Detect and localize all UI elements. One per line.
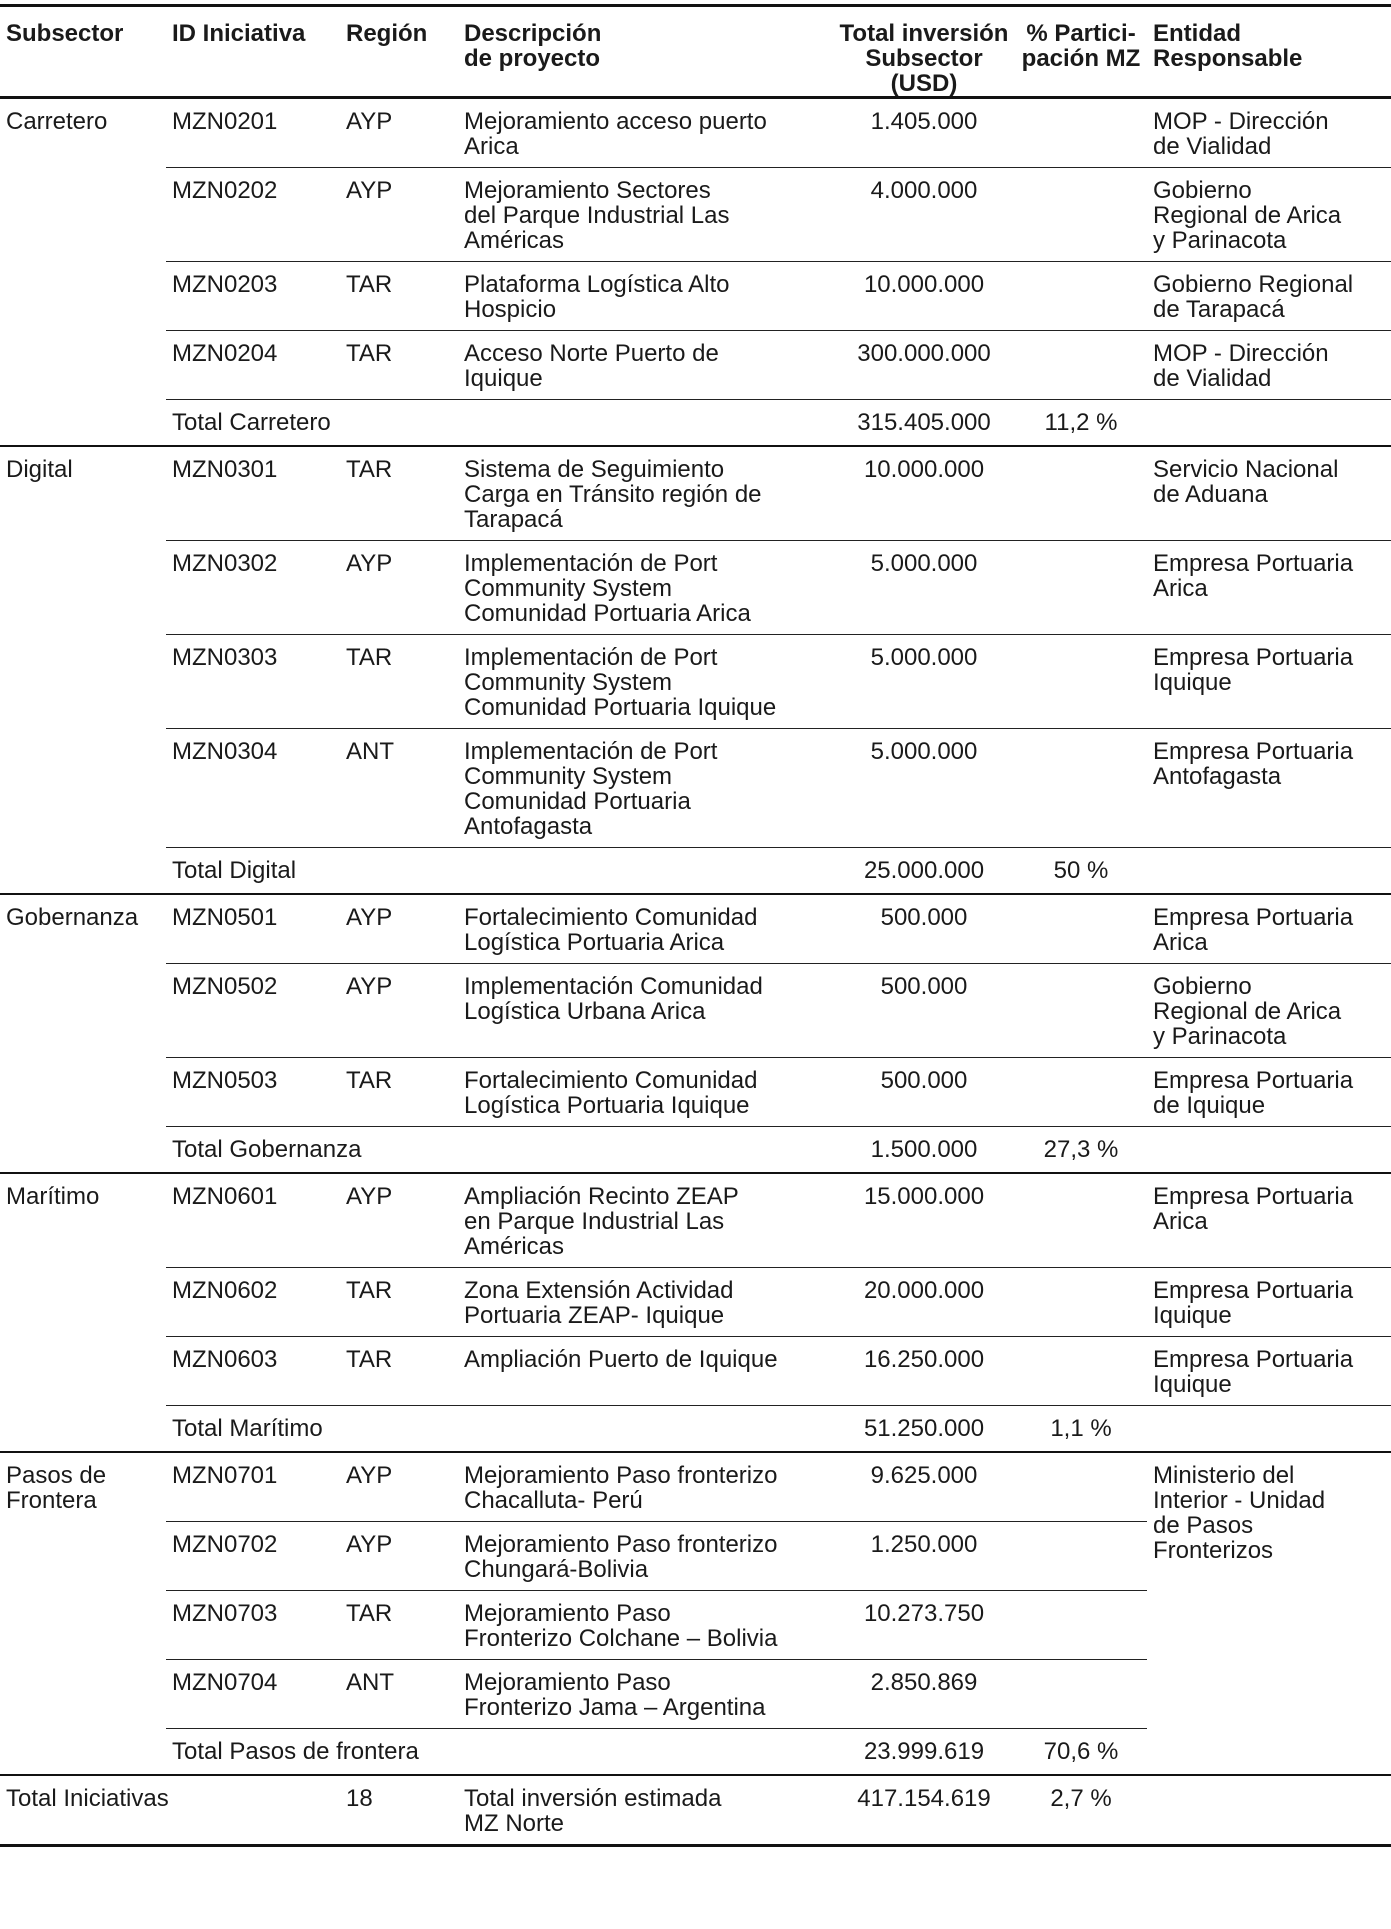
subsector-cell: Pasos de Frontera — [0, 1452, 166, 1775]
investment-cell: 4.000.000 — [833, 168, 1013, 262]
description-cell: Ampliación Recinto ZEAP en Parque Industrial Las Américas — [458, 1173, 833, 1268]
id-cell: MZN0301 — [166, 446, 340, 541]
subtotal-label: Total Gobernanza — [166, 1127, 833, 1174]
investment-cell: 10.000.000 — [833, 262, 1013, 331]
investment-cell: 10.000.000 — [833, 446, 1013, 541]
table-row — [0, 964, 1391, 1058]
subtotal-pct: 11,2 % — [1013, 400, 1147, 447]
description-cell: Ampliación Puerto de Iquique — [458, 1337, 833, 1406]
table-row — [0, 1268, 1391, 1337]
subtotal-pct: 50 % — [1013, 848, 1147, 895]
subtotal-label: Total Digital — [166, 848, 833, 895]
subtotal-entity — [1147, 400, 1391, 447]
investment-cell: 15.000.000 — [833, 1173, 1013, 1268]
pct-cell — [1013, 1268, 1147, 1337]
region-cell: TAR — [340, 262, 458, 331]
pct-cell — [1013, 1452, 1147, 1522]
subsector-cell: Digital — [0, 446, 166, 894]
subsector-cell: Gobernanza — [0, 894, 166, 1173]
subtotal-pct: 27,3 % — [1013, 1127, 1147, 1174]
id-cell: MZN0302 — [166, 541, 340, 635]
description-cell: Implementación de Port Community System Comunidad Portuaria Antofagasta — [458, 729, 833, 848]
subtotal-label: Total Marítimo — [166, 1406, 833, 1453]
description-cell: Mejoramiento Sectores del Parque Industrial Las Américas — [458, 168, 833, 262]
col-header-inversion: Total inversión Subsector (USD) — [833, 6, 1013, 98]
region-cell: TAR — [340, 446, 458, 541]
pct-cell — [1013, 1660, 1147, 1729]
region-cell: TAR — [340, 1591, 458, 1660]
investment-cell: 9.625.000 — [833, 1452, 1013, 1522]
subsector-cell: Carretero — [0, 98, 166, 447]
entity-cell: MOP - Dirección de Vialidad — [1147, 98, 1391, 168]
investment-cell: 1.405.000 — [833, 98, 1013, 168]
entity-cell: Empresa Portuaria de Iquique — [1147, 1058, 1391, 1127]
grand-total-count: 18 — [340, 1775, 458, 1846]
id-cell: MZN0502 — [166, 964, 340, 1058]
description-cell: Implementación de Port Community System Comunidad Portuaria Arica — [458, 541, 833, 635]
entity-cell: Gobierno Regional de Arica y Parinacota — [1147, 168, 1391, 262]
table-row — [0, 1452, 1391, 1522]
pct-cell — [1013, 1522, 1147, 1591]
table-row — [0, 541, 1391, 635]
id-cell: MZN0603 — [166, 1337, 340, 1406]
entity-cell: Empresa Portuaria Arica — [1147, 894, 1391, 964]
region-cell: AYP — [340, 541, 458, 635]
investment-cell: 5.000.000 — [833, 729, 1013, 848]
table-row — [0, 446, 1391, 541]
description-cell: Mejoramiento acceso puerto Arica — [458, 98, 833, 168]
region-cell: AYP — [340, 98, 458, 168]
investment-cell: 20.000.000 — [833, 1268, 1013, 1337]
entity-cell: Empresa Portuaria Arica — [1147, 1173, 1391, 1268]
subtotal-entity — [1147, 1127, 1391, 1174]
table-row — [0, 1058, 1391, 1127]
investment-cell: 1.250.000 — [833, 1522, 1013, 1591]
entity-cell: Empresa Portuaria Iquique — [1147, 635, 1391, 729]
id-cell: MZN0601 — [166, 1173, 340, 1268]
col-header-participacion: % Partici- pación MZ — [1013, 6, 1147, 98]
description-cell: Plataforma Logística Alto Hospicio — [458, 262, 833, 331]
subtotal-investment: 1.500.000 — [833, 1127, 1013, 1174]
description-cell: Mejoramiento Paso fronterizo Chungará-Bolivia — [458, 1522, 833, 1591]
region-cell: ANT — [340, 729, 458, 848]
subtotal-pct: 1,1 % — [1013, 1406, 1147, 1453]
region-cell: AYP — [340, 1173, 458, 1268]
entity-cell: MOP - Dirección de Vialidad — [1147, 331, 1391, 400]
investment-cell: 5.000.000 — [833, 635, 1013, 729]
region-cell: TAR — [340, 1058, 458, 1127]
pct-cell — [1013, 729, 1147, 848]
region-cell: TAR — [340, 1337, 458, 1406]
investment-cell: 500.000 — [833, 894, 1013, 964]
pct-cell — [1013, 541, 1147, 635]
investment-cell: 2.850.869 — [833, 1660, 1013, 1729]
description-cell: Mejoramiento Paso Fronterizo Jama – Argentina — [458, 1660, 833, 1729]
pct-cell — [1013, 446, 1147, 541]
entity-cell: Empresa Portuaria Iquique — [1147, 1337, 1391, 1406]
id-cell: MZN0701 — [166, 1452, 340, 1522]
id-cell: MZN0503 — [166, 1058, 340, 1127]
grand-total-investment: 417.154.619 — [833, 1775, 1013, 1846]
col-header-entidad: Entidad Responsable — [1147, 6, 1391, 98]
pct-cell — [1013, 262, 1147, 331]
pct-cell — [1013, 1173, 1147, 1268]
description-cell: Implementación Comunidad Logística Urbana Arica — [458, 964, 833, 1058]
table-row — [0, 729, 1391, 848]
id-cell: MZN0202 — [166, 168, 340, 262]
id-cell: MZN0304 — [166, 729, 340, 848]
investment-cell: 10.273.750 — [833, 1591, 1013, 1660]
description-cell: Mejoramiento Paso fronterizo Chacalluta- Perú — [458, 1452, 833, 1522]
description-cell: Implementación de Port Community System Comunidad Portuaria Iquique — [458, 635, 833, 729]
entity-cell: Empresa Portuaria Antofagasta — [1147, 729, 1391, 848]
grand-total-label: Total Iniciativas — [0, 1775, 340, 1846]
investment-table — [0, 4, 1391, 1847]
subtotal-investment: 51.250.000 — [833, 1406, 1013, 1453]
col-header-subsector: Subsector — [0, 6, 166, 98]
entity-cell: Gobierno Regional de Arica y Parinacota — [1147, 964, 1391, 1058]
pct-cell — [1013, 1058, 1147, 1127]
subtotal-label: Total Carretero — [166, 400, 833, 447]
table-row — [0, 331, 1391, 400]
pct-cell — [1013, 1591, 1147, 1660]
table-row — [0, 1337, 1391, 1406]
grand-total-row — [0, 1775, 1391, 1846]
region-cell: TAR — [340, 1268, 458, 1337]
description-cell: Mejoramiento Paso Fronterizo Colchane – Bolivia — [458, 1591, 833, 1660]
subtotal-row — [0, 1406, 1391, 1453]
id-cell: MZN0602 — [166, 1268, 340, 1337]
region-cell: ANT — [340, 1660, 458, 1729]
pct-cell — [1013, 168, 1147, 262]
grand-total-entity — [1147, 1775, 1391, 1846]
id-cell: MZN0203 — [166, 262, 340, 331]
subtotal-investment: 25.000.000 — [833, 848, 1013, 895]
id-cell: MZN0201 — [166, 98, 340, 168]
id-cell: MZN0501 — [166, 894, 340, 964]
table-row — [0, 98, 1391, 168]
col-header-region: Región — [340, 6, 458, 98]
investment-cell: 500.000 — [833, 964, 1013, 1058]
id-cell: MZN0703 — [166, 1591, 340, 1660]
subtotal-row — [0, 400, 1391, 447]
grand-total-description: Total inversión estimada MZ Norte — [458, 1775, 833, 1846]
region-cell: TAR — [340, 331, 458, 400]
entity-cell: Empresa Portuaria Iquique — [1147, 1268, 1391, 1337]
description-cell: Acceso Norte Puerto de Iquique — [458, 331, 833, 400]
subtotal-pct: 70,6 % — [1013, 1729, 1147, 1776]
description-cell: Fortalecimiento Comunidad Logística Portuaria Iquique — [458, 1058, 833, 1127]
subtotal-entity — [1147, 1406, 1391, 1453]
pct-cell — [1013, 98, 1147, 168]
grand-total-pct: 2,7 % — [1013, 1775, 1147, 1846]
investment-cell: 500.000 — [833, 1058, 1013, 1127]
pct-cell — [1013, 635, 1147, 729]
region-cell: TAR — [340, 635, 458, 729]
entity-cell: Ministerio del Interior - Unidad de Pasos Fronterizos — [1147, 1452, 1391, 1775]
subtotal-row — [0, 848, 1391, 895]
description-cell: Zona Extensión Actividad Portuaria ZEAP- Iquique — [458, 1268, 833, 1337]
table-row — [0, 1173, 1391, 1268]
description-cell: Sistema de Seguimiento Carga en Tránsito región de Tarapacá — [458, 446, 833, 541]
pct-cell — [1013, 964, 1147, 1058]
region-cell: AYP — [340, 964, 458, 1058]
pct-cell — [1013, 894, 1147, 964]
table-row — [0, 262, 1391, 331]
investment-cell: 300.000.000 — [833, 331, 1013, 400]
region-cell: AYP — [340, 1452, 458, 1522]
investment-cell: 5.000.000 — [833, 541, 1013, 635]
subtotal-label: Total Pasos de frontera — [166, 1729, 833, 1776]
subtotal-entity — [1147, 848, 1391, 895]
table-row — [0, 894, 1391, 964]
pct-cell — [1013, 331, 1147, 400]
id-cell: MZN0702 — [166, 1522, 340, 1591]
subtotal-investment: 315.405.000 — [833, 400, 1013, 447]
description-cell: Fortalecimiento Comunidad Logística Portuaria Arica — [458, 894, 833, 964]
col-header-id: ID Iniciativa — [166, 6, 340, 98]
header-row — [0, 6, 1391, 98]
subsector-cell: Marítimo — [0, 1173, 166, 1452]
id-cell: MZN0704 — [166, 1660, 340, 1729]
subtotal-row — [0, 1127, 1391, 1174]
table-row — [0, 168, 1391, 262]
region-cell: AYP — [340, 168, 458, 262]
col-header-descripcion: Descripción de proyecto — [458, 6, 833, 98]
region-cell: AYP — [340, 894, 458, 964]
table-row — [0, 635, 1391, 729]
subtotal-investment: 23.999.619 — [833, 1729, 1013, 1776]
entity-cell: Gobierno Regional de Tarapacá — [1147, 262, 1391, 331]
id-cell: MZN0303 — [166, 635, 340, 729]
entity-cell: Servicio Nacional de Aduana — [1147, 446, 1391, 541]
pct-cell — [1013, 1337, 1147, 1406]
entity-cell: Empresa Portuaria Arica — [1147, 541, 1391, 635]
id-cell: MZN0204 — [166, 331, 340, 400]
region-cell: AYP — [340, 1522, 458, 1591]
investment-cell: 16.250.000 — [833, 1337, 1013, 1406]
